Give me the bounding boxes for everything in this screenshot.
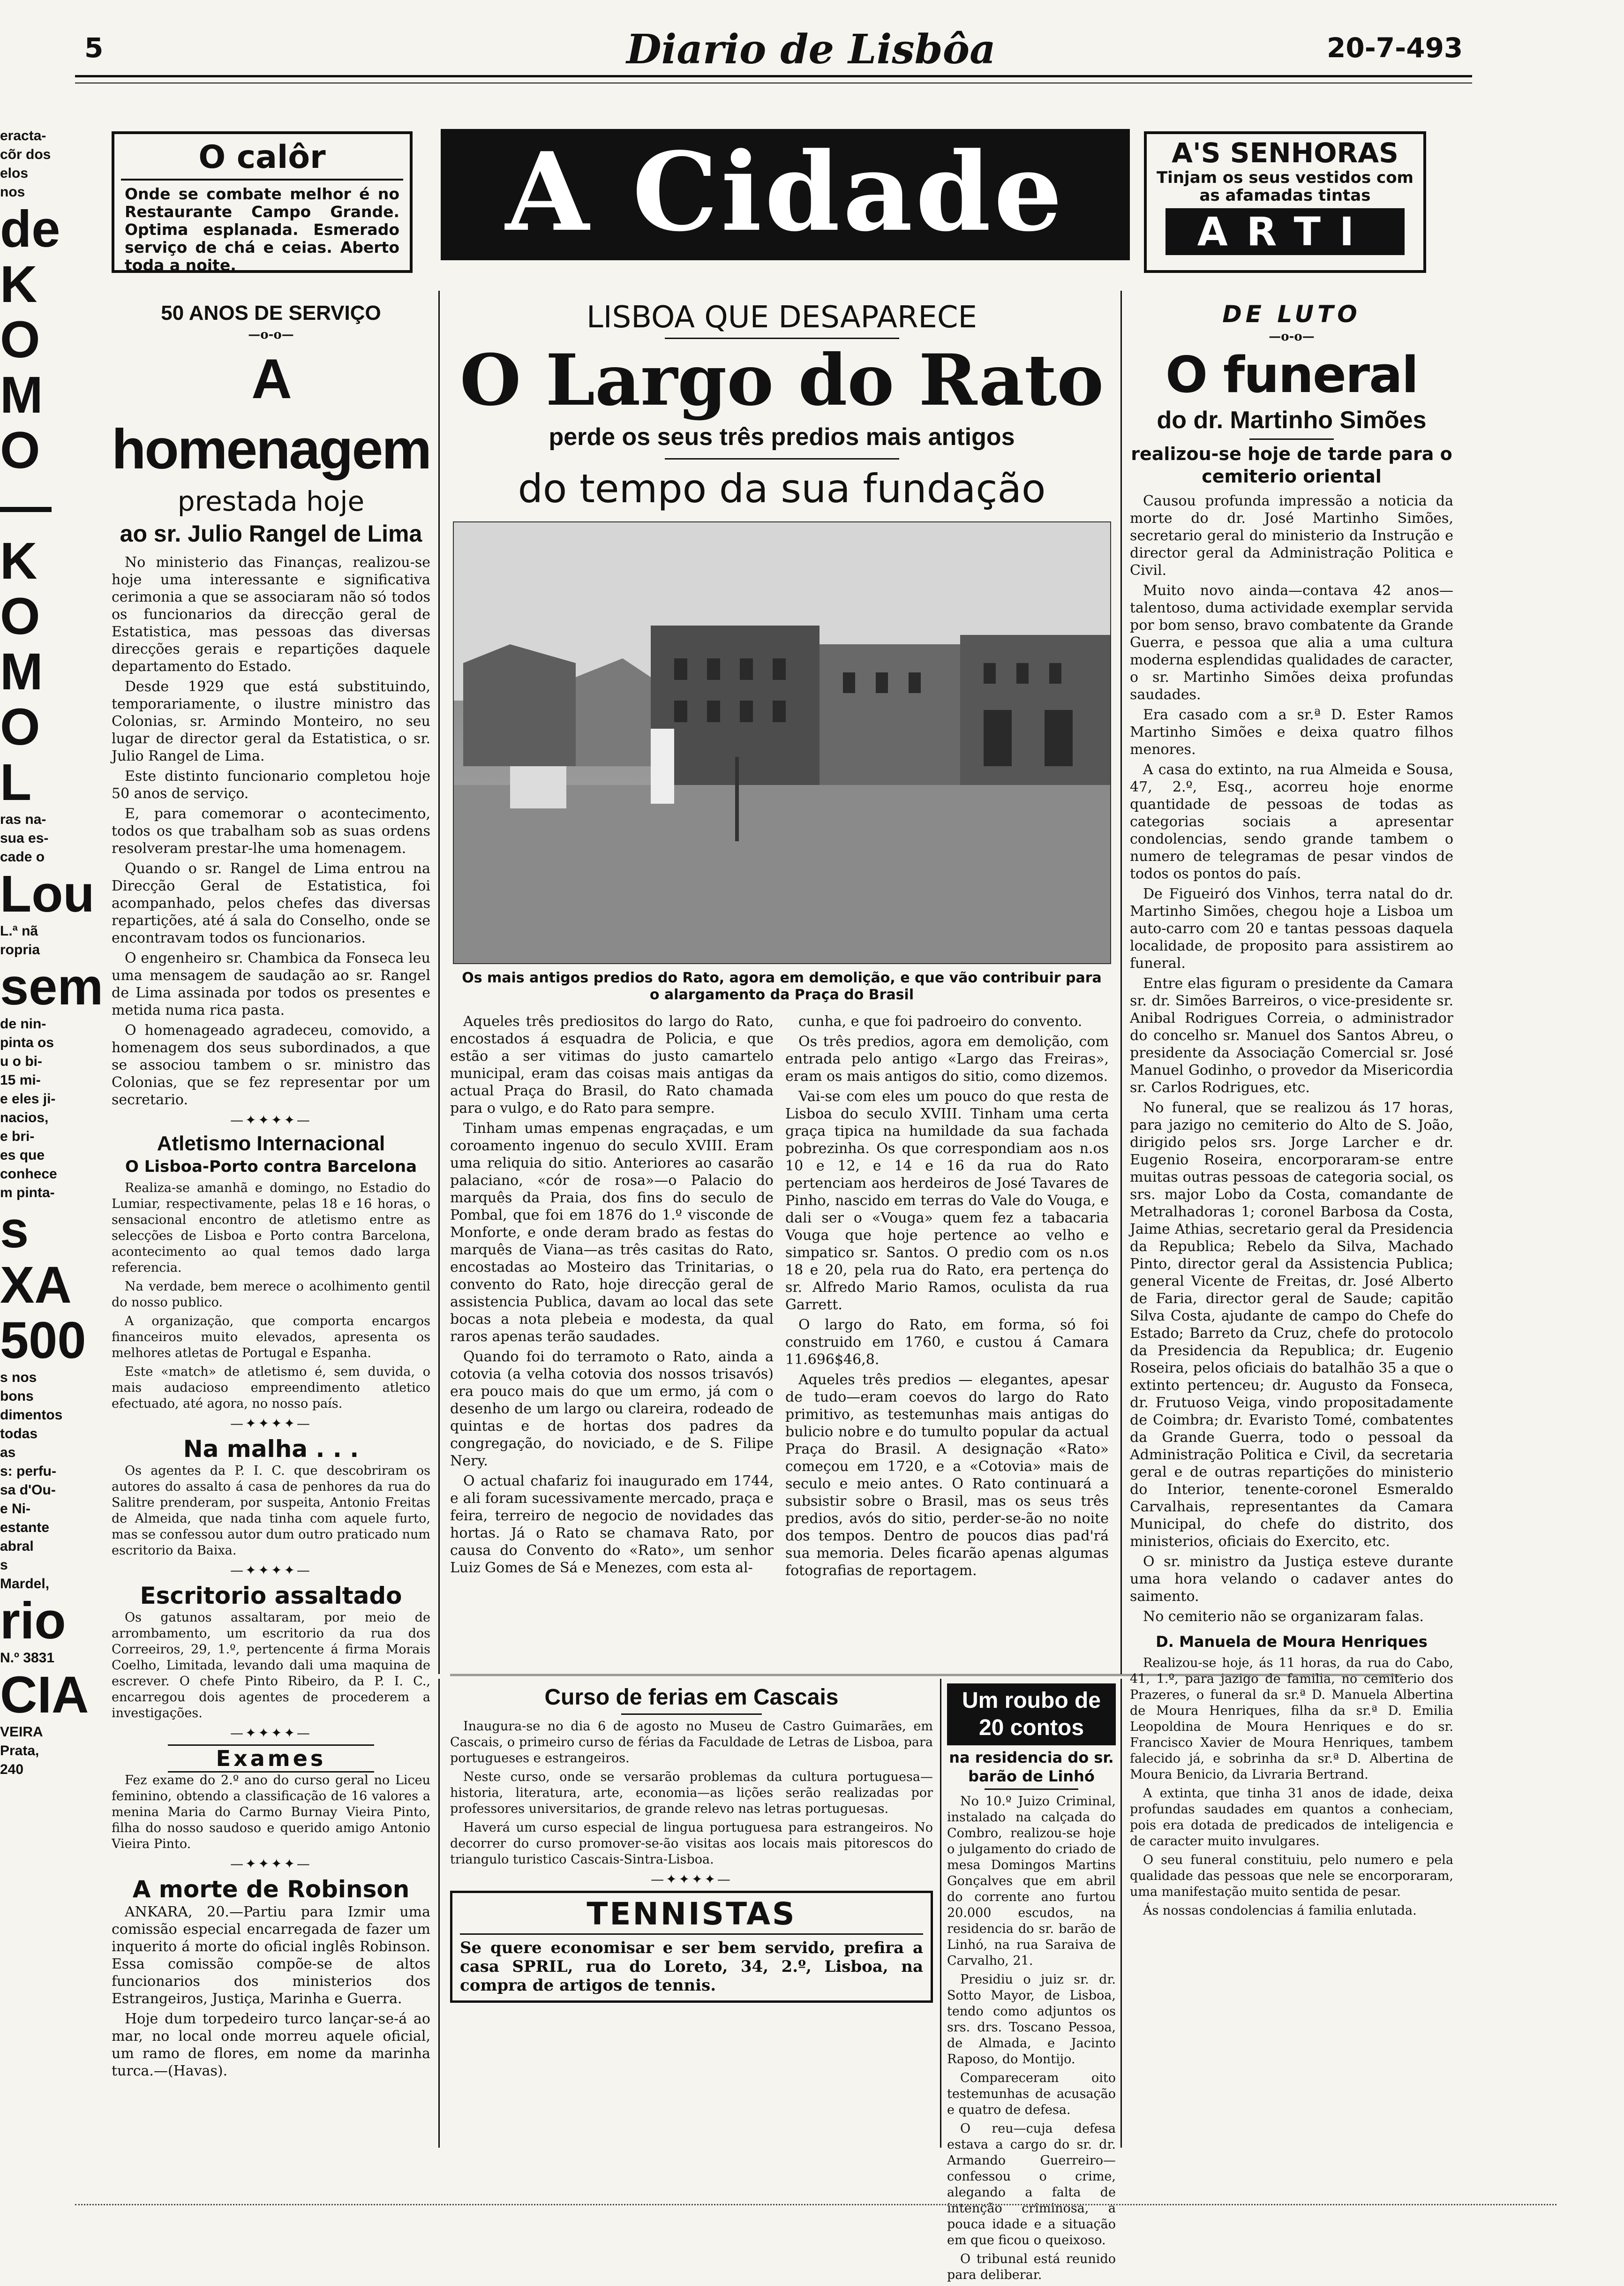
- section-title: A Cidade: [505, 129, 1065, 256]
- margin-fragment: —: [0, 477, 52, 535]
- funeral-paragraph: No cemiterio não se organizaram falas.: [1143, 1608, 1424, 1625]
- margin-fragment: K: [0, 532, 38, 590]
- left-column: [112, 300, 430, 2082]
- ad-senhoras-title: A'S SENHORAS: [1172, 137, 1398, 169]
- atletismo-paragraph: Este «match» de atletismo é, sem duvida, o mais audacioso empreendimento atletico efectuado, até agora, no nosso país.: [112, 1365, 430, 1411]
- section-ornament: —✦✦✦✦—: [230, 1112, 312, 1128]
- funeral-paragraph: A casa do extinto, na rua Almeida e Sousa, 47, 2.º, Esq., acorreu hoje enorme quantidade de pessoas de todas as categorias sociais a apresentar condolencias, sendo grande tambem o numero de telegramas de pesar vindos de todos os pontos do país.: [1130, 762, 1453, 882]
- homenagem-subhead1: prestada hoje: [177, 485, 365, 517]
- column-rule: [438, 1679, 440, 2148]
- rato-paragraph: Vai-se com eles um pouco do que resta de Lisboa do seculo XVIII. Tinham uma certa graça tipica na humildade da sua fachada pobrezinha. Os que correspondiam aos n.os 10 e 12, e 14 e 16 da rua do Rato pertenciam aos herdeiros de José Tavares de Pinho, nascido em terras do Vale do Vouga, e dali ser o «Vouga» quem fez a tabacaria Vouga que hoje pertence ao velho e simpatico sr. Santos. O predio com os n.os 18 e 20, pela rua do Rato, era pertença do sr. Alfredo Mario Ramos, oculista da rua Garrett.: [785, 1088, 1109, 1313]
- margin-fragment: K: [0, 256, 38, 313]
- ad-senhoras-brand: ARTI: [1165, 208, 1405, 255]
- rato-photo: [453, 521, 1111, 964]
- escritorio-title: Escritorio assaltado: [140, 1582, 402, 1609]
- atletismo-title: Atletismo Internacional: [157, 1132, 385, 1155]
- margin-fragment: cõr dos: [0, 147, 51, 162]
- margin-fragment: sa d'Ou-: [0, 1482, 56, 1498]
- funeral-paragraph: Muito novo ainda—contava 42 anos—talentoso, duma actividade exemplar servida por bom senso, bravo combatente da Grande Guerra, e pessoa que alia a uma cultura moderna esplendidas qualidades de caracter, o sr. Martinho Simões deixa profundas saudades.: [1130, 582, 1453, 703]
- margin-fragment: e Ni-: [0, 1501, 31, 1516]
- section-ornament: —✦✦✦✦—: [230, 1416, 312, 1431]
- column-rule: [1120, 291, 1122, 1674]
- rato-paragraph: O actual chafariz foi inaugurado em 1744, e ali foram sucessivamente mercado, praça e feira, terreiro de negocio de novidades das hortas. Já o Rato se chamava Rato, por causa do Convento do «Rato», um senhor Luiz Gomes de Sá e Menezes, com esta al-: [450, 1473, 774, 1576]
- ad-calor-text: Onde se combate melhor é no Restaurante Campo Grande. Optima esplanada. Esmerado serviço de chá e ceias. Aberto toda a noite.: [125, 185, 399, 274]
- ad-senhoras-text: Tinjam os seus vestidos com as afamadas tintas: [1156, 168, 1413, 205]
- margin-fragment-column: [0, 127, 104, 1777]
- ad-senhoras: [1144, 131, 1426, 273]
- rato-photo-caption: Os mais antigos predios do Rato, agora em demolição, e que vão contribuir para o alargamento da Praça do Brasil: [462, 970, 1102, 1003]
- rato-paragraph: Aqueles três predios — elegantes, apesar de tudo—eram coevos do largo do Rato primitivo, as testemunhas mais antigas do bulicio nobre e do tumulto popular da actual Praça do Brasil. A designação «Rato» começou em 1720, e a «Cotovia» mais de seculo e meio antes. O Rato continuará a subsistir sobre o Brasil, mas os seus três predios, avós do sitio, perder-se-ão no noite dos tempos. Dentro de poucos dias pad'rá sua memoria. Deles ficarão apenas algumas fotografias de reportagem.: [785, 1372, 1109, 1579]
- roubo-paragraph: O reu—cuja defesa estava a cargo do sr. dr. Armando Guerreiro—confessou o crime, alegando a falta de intenção criminosa, a pouca idade e a situação em que ficou o queixoso.: [947, 2121, 1116, 2248]
- margin-fragment: es que: [0, 1147, 45, 1163]
- ornament: —o-o—: [1269, 330, 1315, 344]
- malha-title: Na malha . . .: [183, 1435, 359, 1463]
- margin-fragment: todas as: [0, 1426, 38, 1460]
- margin-fragment: 500: [0, 1312, 86, 1369]
- robinson-title: A morte de Robinson: [132, 1876, 410, 1903]
- rato-subhead2: do tempo da sua fundação: [518, 466, 1046, 512]
- margin-fragment: O: [0, 311, 40, 369]
- escritorio-text: Os gatunos assaltaram, por meio de arrombamento, um escritorio da rua dos Correeiros, 29, 1.º, pertencente á firma Morais Coelho, Limitada, levando dali uma maquina de escrever. O chefe Pinto Ribeiro, da P. I. C., encarregou dois agentes de procederem a investigações.: [112, 1610, 430, 1720]
- exames-title: Exames: [168, 1744, 374, 1773]
- homenagem-headline: A homenagem: [112, 347, 430, 481]
- margin-fragment: pinta os: [0, 1035, 54, 1050]
- margin-fragment: nacios,: [0, 1110, 49, 1125]
- margin-fragment: O: [0, 588, 40, 645]
- margin-fragment: sem: [0, 958, 104, 1016]
- margin-fragment: M: [0, 366, 43, 424]
- roubo-paragraph: No 10.º Juizo Criminal, instalado na calçada do Combro, realizou-se hoje o julgamento do criado de mesa Domingos Martins Gonçalves que em abril do corrente ano furtou 20.000 escudos, na residencia do sr. barão de Linhó, na rua Saraiva de Carvalho, 21.: [947, 1794, 1116, 1968]
- funeral-kicker: DE LUTO: [1222, 301, 1361, 328]
- henriques-body: [1130, 1655, 1453, 1919]
- rato-body-col-b: [785, 1013, 1109, 1582]
- margin-fragment: conhece: [0, 1166, 57, 1182]
- margin-fragment: de nin-: [0, 1016, 46, 1032]
- cascais-paragraph: Inaugura-se no dia 6 de agosto no Museu de Castro Guimarães, em Cascais, o primeiro curso de férias da Faculdade de Letras de Lisboa, para portugueses e estrangeiros.: [450, 1719, 933, 1765]
- section-ornament: —✦✦✦✦—: [230, 1856, 312, 1871]
- homenagem-paragraph: No ministerio das Finanças, realizou-se hoje uma interessante e significativa cerimonia a que se associaram não só todos os funcionarios da direcção geral de Estatistica, mas pessoas das diversas direcções gerais e repartições daquele departamento do Estado.: [112, 554, 430, 675]
- margin-fragment: ras na-: [0, 812, 46, 827]
- funeral-paragraph: Era casado com a sr.ª D. Ester Ramos Martinho Simões e deixa quatro filhos menores.: [1130, 707, 1453, 758]
- margin-fragment: rio: [0, 1592, 66, 1650]
- funeral-paragraph: Causou profunda impressão a noticia da morte do dr. José Martinho Simões, secretario geral do ministerio da Instrução e director geral da Administração Politica e Civil.: [1130, 493, 1453, 579]
- bottom-rule: [75, 2204, 1556, 2205]
- center-column: [450, 300, 1113, 1579]
- robinson-body: [112, 1903, 430, 2080]
- section-ornament: —✦✦✦✦—: [230, 1562, 312, 1578]
- margin-fragment: s nos bons: [0, 1370, 37, 1404]
- funeral-headline: O funeral: [1165, 346, 1418, 404]
- atletismo-paragraph: Na verdade, bem merece o acolhimento gentil do nosso publico.: [112, 1279, 430, 1310]
- margin-fragment: de: [0, 200, 60, 258]
- margin-fragment: s Mardel,: [0, 1557, 50, 1592]
- margin-fragment: CIA: [0, 1666, 89, 1724]
- rato-body-col-a: [450, 1013, 774, 1579]
- margin-fragment: abral: [0, 1539, 34, 1554]
- tennistas-text: Se quere economisar e ser bem servido, prefira a casa SPRIL, rua do Loreto, 34, 2.º, Lisboa, na compra de artigos de tennis.: [460, 1939, 923, 1995]
- margin-fragment: L: [0, 754, 32, 811]
- margin-fragment: estante: [0, 1520, 50, 1535]
- section-ornament: —✦✦✦✦—: [230, 1725, 312, 1741]
- homenagem-body: [112, 554, 430, 1109]
- atletismo-body: [112, 1180, 430, 1412]
- column-rule: [1120, 1679, 1122, 2148]
- atletismo-subtitle: O Lisboa-Porto contra Barcelona: [125, 1157, 417, 1176]
- margin-fragment: e bri-: [0, 1129, 35, 1144]
- funeral-paragraph: De Figueiró dos Vinhos, terra natal do dr. Martinho Simões, chegou hoje a Lisboa um auto-carro com 20 e tantas pessoas daquela localidade, de proposito para assistirem ao funeral.: [1130, 886, 1453, 972]
- rato-paragraph: Aqueles três prediositos do largo do Rato, encostados á esquadra de Policia, e que estão a ser vitimas do justo camartelo municipal, eram das coisas mais antigas da actual Praça do Brasil, do Rato chamada para o vulgo, e do Rato para sempre.: [450, 1013, 774, 1117]
- masthead-rule: [75, 75, 1472, 77]
- rato-headline: O Largo do Rato: [459, 339, 1104, 422]
- rato-subhead1: perde os seus três predios mais antigos: [549, 423, 1015, 451]
- henriques-paragraph: A extinta, que tinha 31 anos de idade, deixa profundas saudades em quantos a conheciam, pois era dotada de predicados de inteligencia e de caracter muito invulgares.: [1130, 1786, 1453, 1848]
- newspaper-name: Diario de Lisbôa: [626, 26, 996, 73]
- funeral-paragraph: No funeral, que se realizou ás 17 horas, para jazigo no cemiterio do Alto de S. João, dirigido pelos srs. Jorge Larcher e dr. Eugenio Roseira, encorporaram-se entre muitas outras pessoas de categoria social, os srs. major Lobo da Costa, comandante de Metralhadoras 1; coronel Barbosa da Costa, Jaime Athias, secretario geral da Presidencia da Republica; Rebelo da Silva, Machado Pinto, director geral da Assistencia Publica; general Vicente de Freitas, dr. José Alberto de Faria, director geral de Saude; capitão Silva Costa, ajudante de campo do Chefe do Estado; Barreto da Cruz, chefe do protocolo da Presidencia da Republica; dr. Eugenio Roseira, pelos oficiais do batalhão 35 a que o extinto pertenceu; dr. Augusto da Fonseca, dr. Frutuoso Veiga, vindo propositadamente de Coimbra; dr. Evaristo Tomé, combatentes da Grande Guerra, todo o pessoal da Administração Politica e Civil, da secretaria geral e de outras repartições do ministerio do Interior, tenente-coronel Esmeraldo Carvalhais, representantes da Camara Municipal, do chefe do distrito, dos ministerios, oficiais do Exercito, etc.: [1130, 1100, 1453, 1550]
- atletismo-paragraph: Realiza-se amanhã e domingo, no Estadio do Lumiar, respectivamente, pelas 18 e 16 horas, o sensacional encontro de atletismo entre as selecções de Lisboa e Porto contra Barcelona, acontecimento ao qual temos dado larga referencia.: [112, 1181, 430, 1275]
- homenagem-paragraph: Este distinto funcionario completou hoje 50 anos de serviço.: [112, 768, 430, 802]
- henriques-paragraph: O seu funeral constituiu, pelo numero e pela qualidade das pessoas que nele se encorporaram, uma manifestação muito sentida de pesar.: [1130, 1853, 1453, 1899]
- margin-fragment: s: perfu-: [0, 1464, 56, 1479]
- margin-fragment: dimentos: [0, 1407, 63, 1423]
- rato-paragraph: Tinham umas empenas engraçadas, e um coroamento ingenuo do seculo XVIII. Eram uma reliquia do sitio. Anteriores ao casarão palaciano, «cór de rosa»—o Palacio do marquês da Praia, dos fins do seculo de Pombal, que foi em 1876 do 1.º visconde de Monforte, e onde deram brado as festas do marquês de Viana—as três casitas do Rato, encostadas ao Mosteiro das Trinitarias, o convento do Rato, hoje direcção geral de assistencia Publica, davam ao local das sete bocas a nota plebeia e modesta, da qual raros apenas terão saudades.: [450, 1120, 774, 1345]
- atletismo-paragraph: A organização, que comporta encargos financeiros muito elevados, apresenta os melhores atletas de Portugal e Espanha.: [112, 1314, 430, 1360]
- ad-calor: [112, 131, 413, 273]
- section-ornament: —✦✦✦✦—: [651, 1871, 732, 1887]
- roubo-title-box: [947, 1683, 1116, 1745]
- homenagem-paragraph: E, para comemorar o acontecimento, todos os que trabalham sob as suas ordens resolveram prestar-lhe uma homenagem.: [112, 806, 430, 857]
- homenagem-kicker: 50 ANOS DE SERVIÇO: [161, 302, 381, 324]
- ornament: —o-o—: [248, 328, 294, 342]
- homenagem-paragraph: Quando o sr. Rangel de Lima entrou na Direcção Geral de Estatistica, foi acompanhado, pelos chefes das diversas repartições, até á sala do Conselho, onde se encontravam todos os funcionarios.: [112, 860, 430, 946]
- funeral-body: [1130, 492, 1453, 1625]
- margin-fragment: cade o: [0, 849, 45, 865]
- roubo-subtitle: na residencia do sr. barão de Linhó: [949, 1749, 1114, 1785]
- margin-fragment: Prata, 240: [0, 1743, 39, 1777]
- margin-fragment: N.º 3831: [0, 1650, 55, 1666]
- margin-fragment: L.ª nã: [0, 923, 38, 939]
- margin-fragment: XA: [0, 1256, 72, 1314]
- tennistas-title: TENNISTAS: [586, 1896, 797, 1932]
- rato-paragraph: Os três predios, agora em demolição, com entrada pelo antigo «Largo das Freiras», eram os mais antigos do sitio, como dizemos.: [785, 1034, 1109, 1085]
- roubo-column: [947, 1683, 1116, 2286]
- margin-fragment: O: [0, 698, 40, 756]
- margin-fragment: elos nos: [0, 166, 29, 200]
- cascais-body: [450, 1719, 933, 1868]
- page-number: 5: [84, 32, 104, 64]
- cascais-title: Curso de ferias em Cascais: [544, 1685, 839, 1710]
- column-rule: [940, 1679, 941, 2148]
- margin-fragment: eracta-: [0, 128, 46, 143]
- cascais-paragraph: Haverá um curso especial de lingua portuguesa para estrangeiros. No decorrer do curso promover-se-ão visitas aos locais mais pitorescos do triangulo turistico Cascais-Sintra-Lisboa.: [450, 1820, 933, 1867]
- homenagem-paragraph: O engenheiro sr. Chambica da Fonseca leu uma mensagem de saudação ao sr. Rangel de Lima assinada por todos os presentes e metida numa rica pasta.: [112, 950, 430, 1019]
- funeral-paragraph: O sr. ministro da Justiça esteve durante uma hora velando o cadaver antes do saimento.: [1130, 1554, 1453, 1605]
- henriques-title: D. Manuela de Moura Henriques: [1156, 1633, 1428, 1651]
- roubo-paragraph: Compareceram oito testemunhas de acusação e quatro de defesa.: [947, 2071, 1116, 2117]
- issue-date: 20-7-493: [1327, 32, 1463, 64]
- section-title-banner: [441, 129, 1130, 260]
- roubo-paragraph: Presidiu o juiz sr. dr. Sotto Mayor, de Lisboa, tendo como adjuntos os srs. drs. Toscano Pessoa, de Almada, e Jacinto Raposo, do Montijo.: [947, 1972, 1116, 2067]
- rato-photo-illustration: [454, 522, 1110, 963]
- rato-kicker: LISBOA QUE DESAPARECE: [586, 300, 977, 335]
- ad-calor-title: O calôr: [198, 139, 326, 176]
- margin-fragment: s: [0, 1201, 29, 1259]
- homenagem-subhead2: ao sr. Julio Rangel de Lima: [120, 521, 422, 547]
- homenagem-paragraph: O homenageado agradeceu, comovido, a homenagem dos seus subordinados, a que se associou tambem o sr. ministro das Colonias, que se fez representar por um secretario.: [112, 1022, 430, 1108]
- henriques-paragraph: Ás nossas condolencias á familia enlutada.: [1143, 1903, 1417, 1918]
- tennistas-ad: [450, 1891, 933, 2003]
- rato-paragraph: O largo do Rato, em forma, só foi construido em 1760, e custou á Camara 11.696$46,8.: [785, 1317, 1109, 1368]
- robinson-paragraph: Hoje dum torpedeiro turco lançar-se-á ao mar, no local onde morreu aquele oficial, um ramo de flores, em nome da marinha turca.—(Havas).: [112, 2011, 430, 2079]
- margin-fragment: VEIRA: [0, 1724, 43, 1740]
- robinson-paragraph: ANKARA, 20.—Partiu para Izmir uma comissão especial encarregada de fazer um inquerito á morte do oficial inglês Robinson. Essa comissão compõe-se de altos funcionarios dos ministerios dos Estrangeiros, Justiça, Marinha e Guerra.: [112, 1904, 430, 2007]
- margin-fragment: Lou: [0, 865, 95, 923]
- right-column: [1130, 300, 1453, 1922]
- funeral-subhead1: do dr. Martinho Simões: [1157, 407, 1427, 434]
- malha-text: Os agentes da P. I. C. que descobriram os autores do assalto á casa de penhores da rua do Salitre prenderam, por suspeita, Antonio Freitas de Almeida, que nada tinha com aquele furto, mas se confessou autor dum outro praticado num escritorio da Baixa.: [112, 1464, 430, 1558]
- exames-text: Fez exame do 2.º ano do curso geral no Liceu feminino, obtendo a classificação de 16 valores a menina Maria do Carmo Burnay Vieira Pinto, filha do nosso saudoso e querido amigo Antonio Vieira Pinto.: [112, 1773, 430, 1851]
- margin-fragment: sua es-: [0, 830, 49, 846]
- henriques-paragraph: Realizou-se hoje, ás 11 horas, da rua do Cabo, 41, 1.º, para jazigo de familia, no cemiterio dos Prazeres, o funeral da sr.ª D. Manuela Albertina de Moura Henriques, filha da sr.ª D. Emilia Leopoldina de Moura Henriques e do sr. Francisco Xavier de Moura Henriques, tambem falecido já, e sobrinha da sr.ª D. Albertina de Moura Benicio, da Livraria Bertrand.: [1130, 1656, 1453, 1782]
- cascais-paragraph: Neste curso, onde se versarão problemas da cultura portuguesa—historia, literatura, arte, economia—as lições serão realizadas por professores universitarios, de grande relevo nas letras portuguesas.: [450, 1770, 933, 1816]
- funeral-subhead2: realizou-se hoje de tarde para o cemiterio oriental: [1131, 444, 1452, 487]
- margin-fragment: ropria: [0, 942, 40, 958]
- funeral-paragraph: Entre elas figuram o presidente da Camara sr. dr. Simões Barreiros, o vice-presidente sr. Anibal Rodrigues Correia, o administrador do concelho sr. Manuel dos Santos Abreu, o presidente da Associação Comercial sr. José Manuel Godinho, o provedor da Misericordia sr. Carlos Rodrigues, etc.: [1130, 975, 1453, 1096]
- roubo-title: Um roubo de 20 contos: [962, 1688, 1101, 1740]
- margin-fragment: e eles ji-: [0, 1091, 56, 1107]
- margin-fragment: m pinta-: [0, 1185, 55, 1200]
- rato-paragraph: Quando foi do terramoto o Rato, ainda a cotovia (a velha cotovia dos nossos trisavós) era pouco mais do que um ermo, já com o desenho de um largo ou clareira, rodeado de quintas e de hortas dos padres da congregação, do noviciado, e de S. Filipe Nery.: [450, 1349, 774, 1469]
- roubo-paragraph: O tribunal está reunido para deliberar.: [947, 2252, 1116, 2282]
- homenagem-paragraph: Desde 1929 que está substituindo, temporariamente, o ilustre ministro das Colonias, sr. Armindo Monteiro, no seu lugar de director geral da Estatistica, o sr. Julio Rangel de Lima.: [112, 679, 430, 764]
- rato-paragraph: cunha, e que foi padroeiro do convento.: [798, 1013, 1083, 1030]
- margin-fragment: 15 mi-: [0, 1072, 41, 1088]
- cascais-column: [450, 1683, 933, 2003]
- roubo-body: [947, 1794, 1116, 2283]
- column-rule: [438, 291, 440, 1674]
- margin-fragment: M: [0, 643, 43, 701]
- margin-fragment: u o bi-: [0, 1054, 42, 1069]
- margin-fragment: O: [0, 422, 40, 479]
